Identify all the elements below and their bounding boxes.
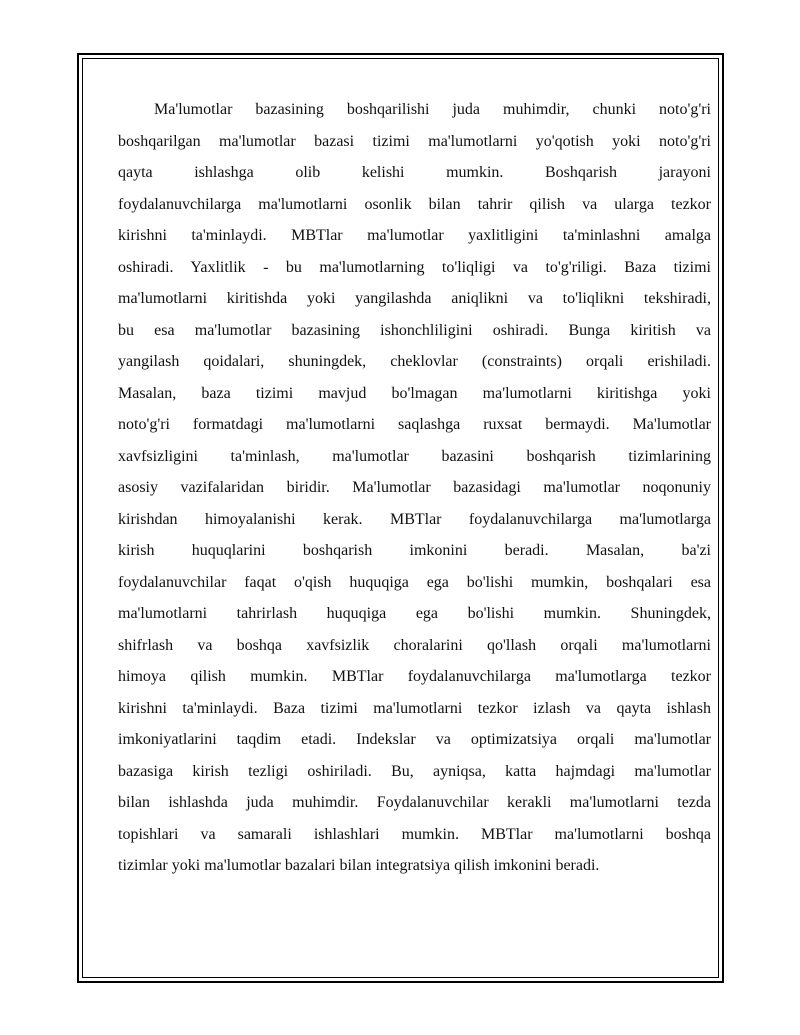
- paragraph-line: kirishni ta'minlaydi. MBTlar ma'lumotlar yaxlitligini ta'minlashni amalga: [118, 227, 711, 244]
- paragraph-line: kirishni ta'minlaydi. Baza tizimi ma'lumotlarni tezkor izlash va qayta ishlash: [118, 699, 711, 717]
- paragraph-line: topishlari va samarali ishlashlari mumkin. MBTlar ma'lumotlarni boshqa: [118, 825, 711, 843]
- paragraph-line: xavfsizligini ta'minlash, ma'lumotlar bazasini boshqarish tizimlarining: [118, 447, 711, 465]
- paragraph-line: kirish huquqlarini boshqarish imkonini beradi. Masalan, ba'zi: [118, 542, 711, 559]
- paragraph-line: boshqarilgan ma'lumotlar bazasi tizimi ma'lumotlarni yo'qotish yoki noto'g'ri: [118, 132, 711, 150]
- paragraph-line: oshiradi. Yaxlitlik - bu ma'lumotlarning to'liqligi va to'g'riligi. Baza tizimi: [118, 258, 711, 276]
- paragraph-line: ma'lumotlarni kiritishda yoki yangilashda aniqlikni va to'liqlikni tekshiradi,: [118, 290, 711, 307]
- paragraph-line: qayta ishlashga olib kelishi mumkin. Boshqarish jarayoni: [118, 164, 711, 181]
- paragraph-line: bazasiga kirish tezligi oshiriladi. Bu, ayniqsa, katta hajmdagi ma'lumotlar: [118, 762, 711, 780]
- paragraph-line: ma'lumotlarni tahrirlash huquqiga ega bo'lishi mumkin. Shuningdek,: [118, 605, 711, 622]
- paragraph-line: himoya qilish mumkin. MBTlar foydalanuvchilarga ma'lumotlarga tezkor: [118, 668, 711, 685]
- paragraph-line: asosiy vazifalaridan biridir. Ma'lumotlar bazasidagi ma'lumotlar noqonuniy: [118, 479, 711, 496]
- paragraph-line: bu esa ma'lumotlar bazasining ishonchliligini oshiradi. Bunga kiritish va: [118, 321, 711, 339]
- paragraph-line: foydalanuvchilarga ma'lumotlarni osonlik bilan tahrir qilish va ularga tezkor: [118, 195, 711, 213]
- paragraph-line: shifrlash va boshqa xavfsizlik choralarini qo'llash orqali ma'lumotlarni: [118, 636, 711, 654]
- paragraph-line: kirishdan himoyalanishi kerak. MBTlar foydalanuvchilarga ma'lumotlarga: [118, 510, 711, 528]
- paragraph-line: bilan ishlashda juda muhimdir. Foydalanuvchilar kerakli ma'lumotlarni tezda: [118, 794, 711, 811]
- paragraph-line: imkoniyatlarini taqdim etadi. Indekslar va optimizatsiya orqali ma'lumotlar: [118, 731, 711, 748]
- body-paragraph: [118, 94, 711, 882]
- paragraph-line: yangilash qoidalari, shuningdek, cheklovlar (constraints) orqali erishiladi.: [118, 353, 711, 370]
- paragraph-line: Ma'lumotlar bazasining boshqarilishi juda muhimdir, chunki noto'g'ri: [154, 101, 711, 118]
- paragraph-line: foydalanuvchilar faqat o'qish huquqiga ega bo'lishi mumkin, boshqalari esa: [118, 573, 711, 591]
- paragraph-line: Masalan, baza tizimi mavjud bo'lmagan ma'lumotlarni kiritishga yoki: [118, 384, 711, 402]
- paragraph-line: noto'g'ri formatdagi ma'lumotlarni saqlashga ruxsat bermaydi. Ma'lumotlar: [118, 416, 711, 433]
- paragraph-line: tizimlar yoki ma'lumotlar bazalari bilan integratsiya qilish imkonini beradi.: [118, 857, 600, 874]
